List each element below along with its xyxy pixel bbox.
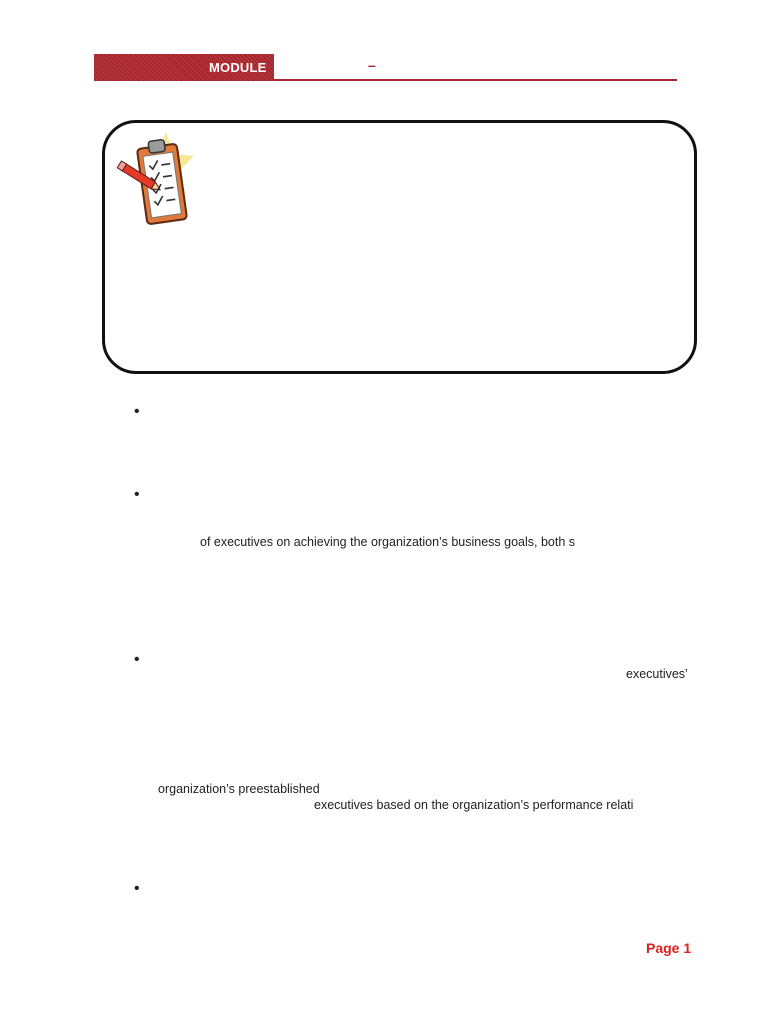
page-number: Page 1 (646, 940, 692, 956)
clipboard-checklist-icon (116, 130, 196, 230)
body-text-fragment: of executives on achieving the organization’s business goals, both s (200, 535, 576, 549)
bullet-2: • (134, 486, 140, 503)
body-text-fragment: executives’ (626, 667, 688, 681)
header-underline (274, 79, 677, 81)
bullet-4: • (134, 880, 140, 897)
bullet-1: • (134, 403, 140, 420)
body-text-fragment: organization’s preestablished (158, 782, 320, 796)
module-header-label: MODULE (209, 60, 267, 75)
body-text-fragment: executives based on the organization’s performance relati (314, 798, 634, 812)
bullet-3: • (134, 651, 140, 668)
module-header-dash: – (368, 57, 376, 73)
